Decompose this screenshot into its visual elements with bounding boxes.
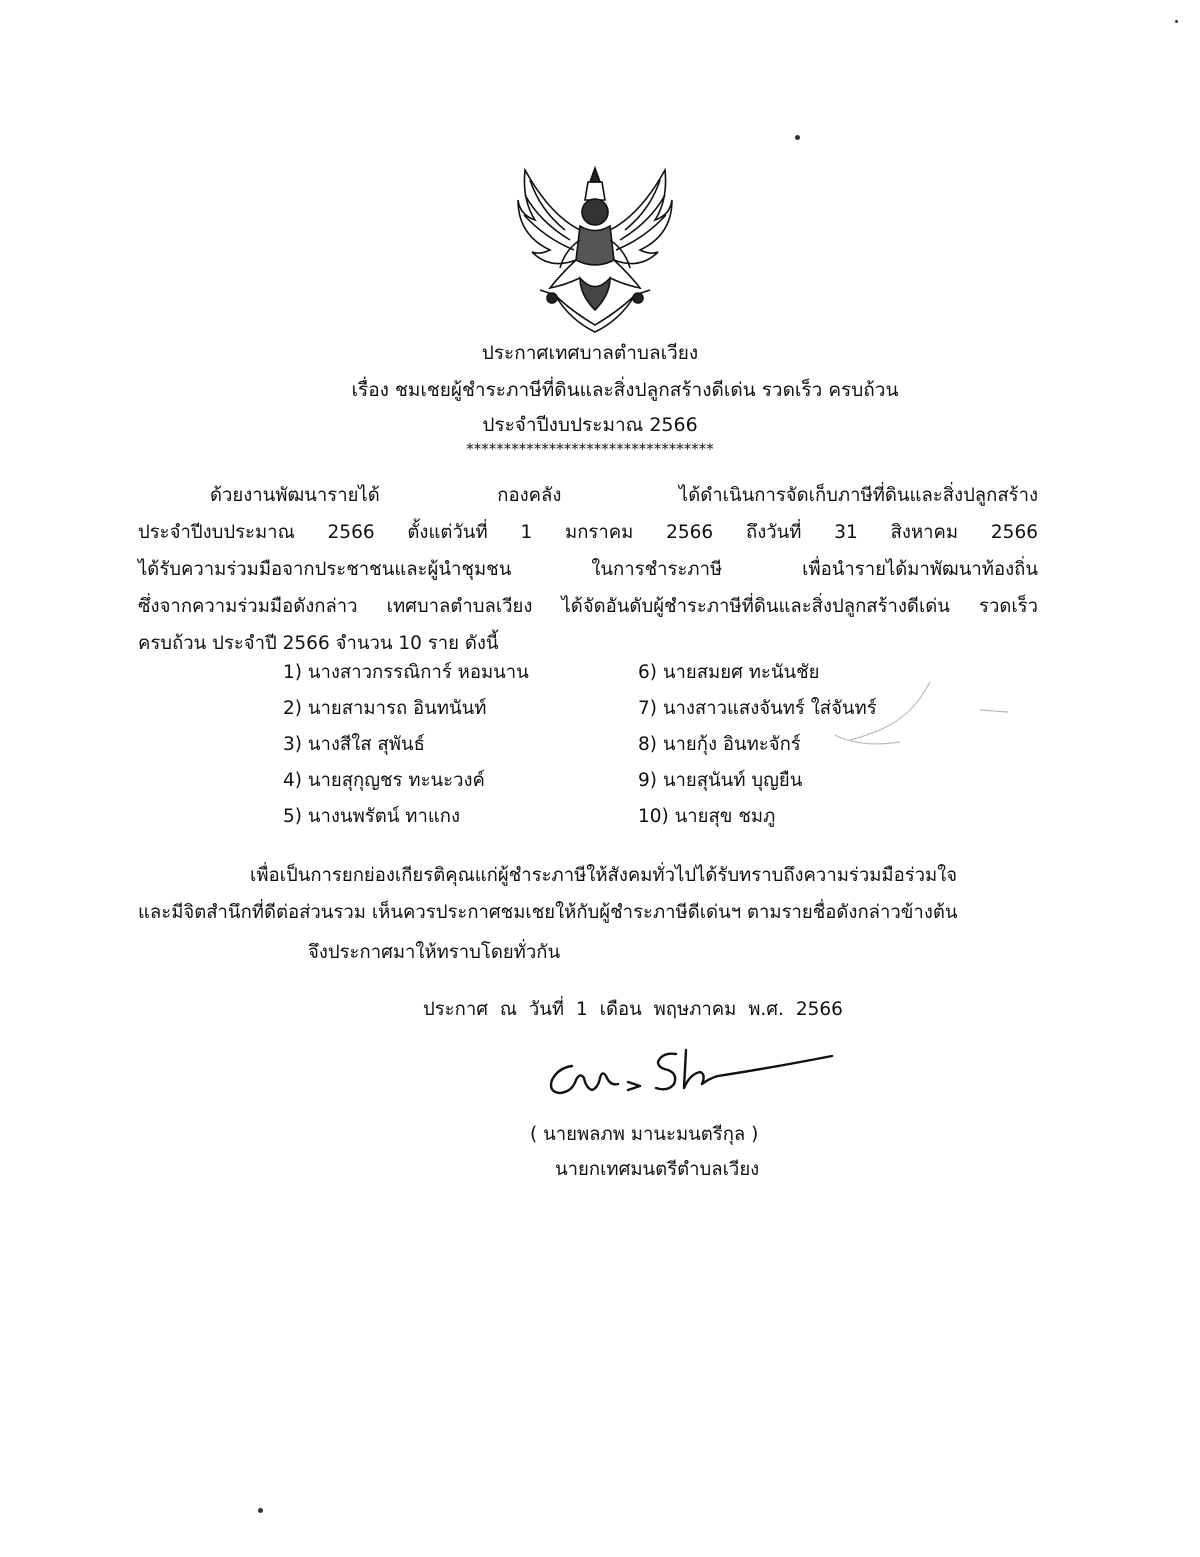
announcement-title: ประกาศเทศบาลตำบลเวียง: [481, 342, 699, 364]
list-item: 7) นางสาวแสงจันทร์ ใส่จันทร์: [638, 698, 877, 719]
scan-speck: [258, 1508, 263, 1513]
pencil-mark: [830, 680, 1010, 750]
paragraph-line: และมีจิตสำนึกที่ดีต่อส่วนรวม เห็นควรประกาศชมเชยให้กับผู้ชำระภาษีดีเด่นฯ ตามรายชื่อดังกล่าวข้างต้น: [138, 902, 958, 923]
separator-line: *********************************: [466, 440, 714, 458]
paragraph-line: เพื่อเป็นการยกย่องเกียรติคุณแก่ผู้ชำระภาษีให้สังคมทั่วไปได้รับทราบถึงความร่วมมือร่วมใจ: [250, 865, 958, 886]
paragraph-line: ซึ่งจากความร่วมมือดังกล่าว เทศบาลตำบลเวียง ได้จัดอันดับผู้ชำระภาษีที่ดินและสิ่งปลูกสร้างดีเด่น รวดเร็ว: [138, 596, 1038, 617]
list-item: 10) นายสุข ชมภู: [638, 806, 776, 827]
scan-speck: [795, 135, 800, 140]
scan-speck: [1175, 20, 1178, 23]
list-item: 3) นางสีใส สุพันธ์: [283, 734, 425, 755]
list-item: 9) นายสุนันท์ บุญยืน: [638, 770, 803, 791]
awardee-list-left: [283, 655, 529, 835]
subject-line: เรื่อง ชมเชยผู้ชำระภาษีที่ดินและสิ่งปลูกสร้างดีเด่น รวดเร็ว ครบถ้วน: [351, 379, 899, 401]
date-line: ประกาศ ณ วันที่ 1 เดือน พฤษภาคม พ.ศ. 2566: [423, 999, 843, 1020]
list-item: 6) นายสมยศ ทะนันชัย: [638, 662, 820, 683]
handwritten-signature: [540, 1038, 840, 1108]
paragraph-intro: [138, 477, 1038, 662]
fiscal-year-line: ประจำปีงบประมาณ 2566: [482, 414, 698, 436]
signer-position: นายกเทศมนตรีตำบลเวียง: [555, 1159, 760, 1180]
garuda-emblem-icon: [510, 160, 680, 338]
signer-name: ( นายพลภพ มานะมนตรีกุล ): [530, 1124, 759, 1145]
paragraph-line: ด้วยงานพัฒนารายได้ กองคลัง ได้ดำเนินการจัดเก็บภาษีที่ดินและสิ่งปลูกสร้าง: [210, 485, 1038, 506]
list-item: 1) นางสาวกรรณิการ์ หอมนาน: [283, 662, 529, 683]
list-item: 5) นางนพรัตน์ ทาแกง: [283, 806, 460, 827]
paragraph-line: ได้รับความร่วมมือจากประชาชนและผู้นำชุมชน ในการชำระภาษี เพื่อนำรายได้มาพัฒนาท้องถิ่น: [138, 559, 1038, 580]
paragraph-line: ประจำปีงบประมาณ 2566 ตั้งแต่วันที่ 1 มกราคม 2566 ถึงวันที่ 31 สิงหาคม 2566: [138, 522, 1038, 543]
paragraph-recognition: [138, 857, 1038, 931]
list-item: 4) นายสุกุญชร ทะนะวงค์: [283, 770, 485, 791]
list-item: 8) นายกุ้ง อินทะจักร์: [638, 734, 801, 755]
paragraph-line: ครบถ้วน ประจำปี 2566 จำนวน 10 ราย ดังนี้: [138, 633, 499, 654]
list-item: 2) นายสามารถ อินทนันท์: [283, 698, 487, 719]
paragraph-closing: จึงประกาศมาให้ทราบโดยทั่วกัน: [308, 942, 561, 963]
